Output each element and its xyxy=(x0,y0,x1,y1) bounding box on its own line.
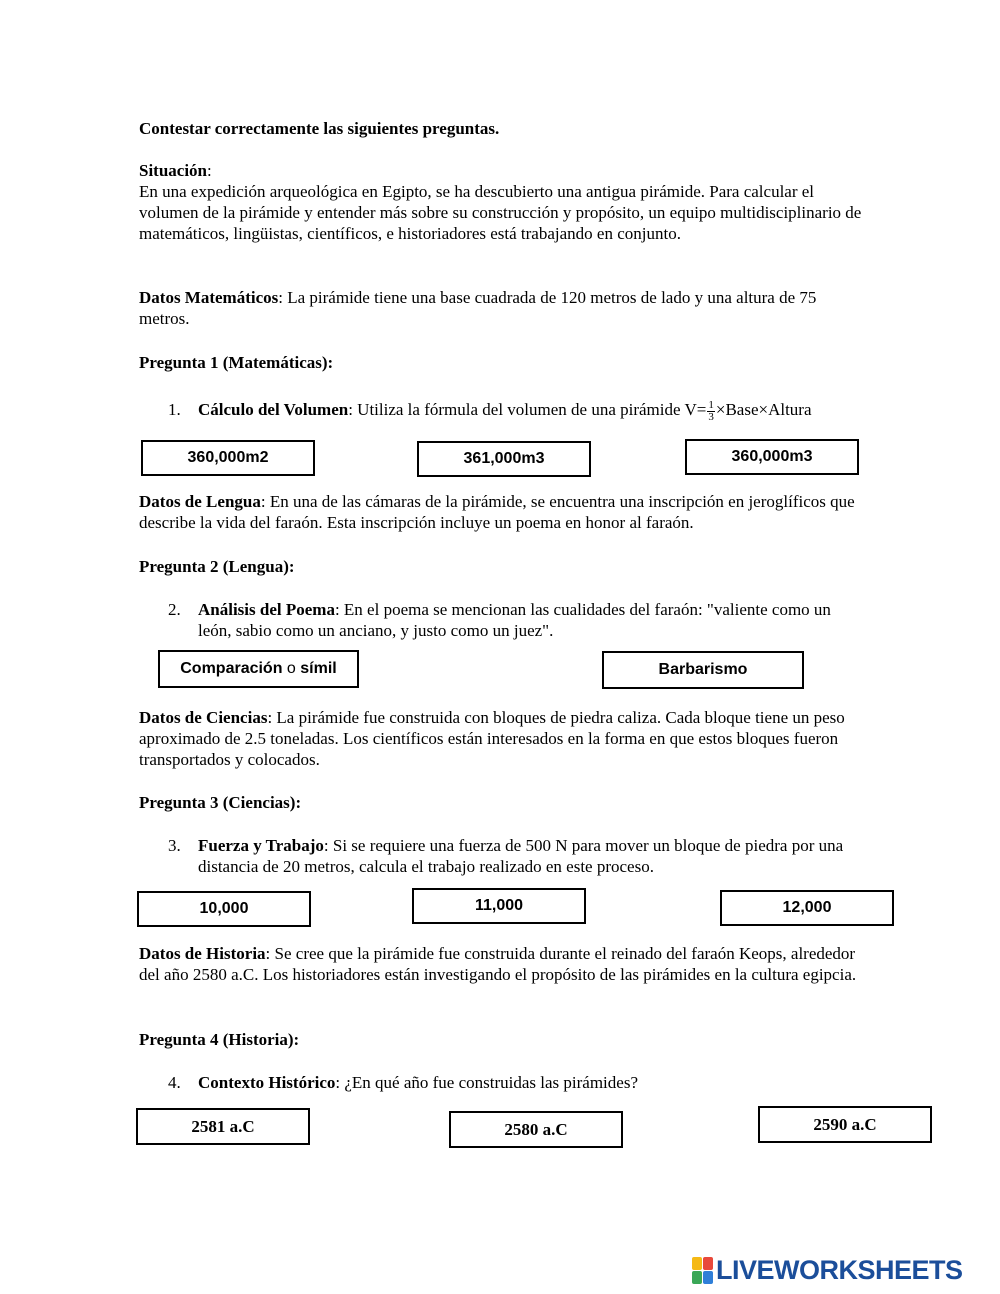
question-1-heading: Pregunta 1 (Matemáticas): xyxy=(139,353,334,372)
math-data-label: Datos Matemáticos xyxy=(139,288,279,307)
question-1-text-before: : Utiliza la fórmula del volumen de una pirámide V= xyxy=(348,400,707,419)
logo-tile-v xyxy=(692,1271,702,1284)
question-1-text-after: ×Base×Altura xyxy=(715,400,812,419)
one-third-fraction xyxy=(707,400,715,423)
logo-tiles-icon xyxy=(692,1257,713,1284)
question-4-heading: Pregunta 4 (Historia): xyxy=(139,1030,300,1049)
logo-text: LIVEWORKSHEETS xyxy=(716,1254,963,1285)
question-2-body: : En el poema se mencionan las cualidades del faraón: "valiente como un león, sabio como un anciano, y justo como un juez". xyxy=(198,600,831,640)
liveworksheets-logo xyxy=(692,1256,963,1284)
question-1-text xyxy=(198,399,868,423)
question-2-title: Análisis del Poema xyxy=(198,600,335,619)
answer-option-2b[interactable]: Barbarismo xyxy=(602,651,804,689)
language-data xyxy=(139,491,869,533)
answer-option-2a[interactable] xyxy=(158,650,359,688)
answer-option-4a[interactable]: 2581 a.C xyxy=(136,1108,310,1145)
answer-option-3a[interactable]: 10,000 xyxy=(137,891,311,927)
question-3-title: Fuerza y Trabajo xyxy=(198,836,324,855)
question-1-title: Cálculo del Volumen xyxy=(198,400,349,419)
answer-option-4c[interactable]: 2590 a.C xyxy=(758,1106,932,1143)
fraction-denominator: 3 xyxy=(708,410,714,423)
situation-label: Situación xyxy=(139,161,208,180)
question-3-body: : Si se requiere una fuerza de 500 N para mover un bloque de piedra por una distancia de 20 metros, calcula el trabajo realizado en este proceso. xyxy=(198,836,844,876)
question-3-text xyxy=(198,835,868,877)
science-data-text: : La pirámide fue construida con bloques de piedra caliza. Cada bloque tiene un peso aproximado de 2.5 toneladas. Los científicos están interesados en la forma en que estos bloques fueron transportados y colocados. xyxy=(139,708,845,769)
question-2-number: 2. xyxy=(168,600,181,619)
science-data xyxy=(139,707,869,770)
language-data-text: : En una de las cámaras de la pirámide, se encuentra una inscripción en jeroglíficos que describe la vida del faraón. Esta inscripción incluye un poema en honor al faraón. xyxy=(139,492,855,532)
question-1-number: 1. xyxy=(168,400,181,419)
logo-tile-i xyxy=(703,1257,713,1270)
answer-option-1b[interactable]: 361,000m3 xyxy=(417,441,591,477)
history-data-label: Datos de Historia xyxy=(139,944,266,963)
logo-tile-e xyxy=(703,1271,713,1284)
question-2-heading: Pregunta 2 (Lengua): xyxy=(139,557,295,576)
question-4-title: Contexto Histórico xyxy=(198,1073,336,1092)
instructions: Contestar correctamente las siguientes preguntas. xyxy=(139,119,500,138)
language-data-label: Datos de Lengua xyxy=(139,492,261,511)
question-4-body: : ¿En qué año fue construidas las pirámides? xyxy=(335,1073,638,1092)
question-3-number: 3. xyxy=(168,836,181,855)
history-data-text: : Se cree que la pirámide fue construida durante el reinado del faraón Keops, alrededor del año 2580 a.C. Los historiadores están investigando el propósito de las pirámides en la cultura egipcia. xyxy=(139,944,857,984)
answer-option-2a-word-2: símil xyxy=(300,660,337,677)
logo-tile-l xyxy=(692,1257,702,1270)
answer-option-3c[interactable]: 12,000 xyxy=(720,890,894,926)
math-data-text: : La pirámide tiene una base cuadrada de 120 metros de lado y una altura de 75 metros. xyxy=(139,288,817,328)
answer-option-2a-connector: o xyxy=(282,660,301,677)
answer-option-1c[interactable]: 360,000m3 xyxy=(685,439,859,475)
situation-text: En una expedición arqueológica en Egipto, se ha descubierto una antigua pirámide. Para calcular el volumen de la pirámide y entender más sobre su construcción y propósito, un equipo multidisciplinario de matemáticos, lingüistas, científicos, e historiadores está trabajando en conjunto. xyxy=(139,182,862,243)
science-data-label: Datos de Ciencias xyxy=(139,708,268,727)
history-data xyxy=(139,943,869,985)
question-4-number: 4. xyxy=(168,1073,181,1092)
answer-option-3b[interactable]: 11,000 xyxy=(412,888,586,924)
situation-block: Situación: En una expedición arqueológica en Egipto, se ha descubierto una antigua pirámide. Para calcular el volumen de la pirámide y entender más sobre su construcción y propósito, un equipo multidisciplinario de matemáticos, lingüistas, científicos, e historiadores está trabajando en conjunto. xyxy=(139,161,862,243)
math-data xyxy=(139,287,869,329)
answer-option-2a-word-1: Comparación xyxy=(180,660,283,677)
answer-option-4b[interactable]: 2580 a.C xyxy=(449,1111,623,1148)
answer-option-1a[interactable]: 360,000m2 xyxy=(141,440,315,476)
question-4-text xyxy=(198,1072,868,1093)
question-3-heading: Pregunta 3 (Ciencias): xyxy=(139,793,302,812)
question-2-text xyxy=(198,599,868,641)
fraction-numerator: 1 xyxy=(708,398,714,411)
